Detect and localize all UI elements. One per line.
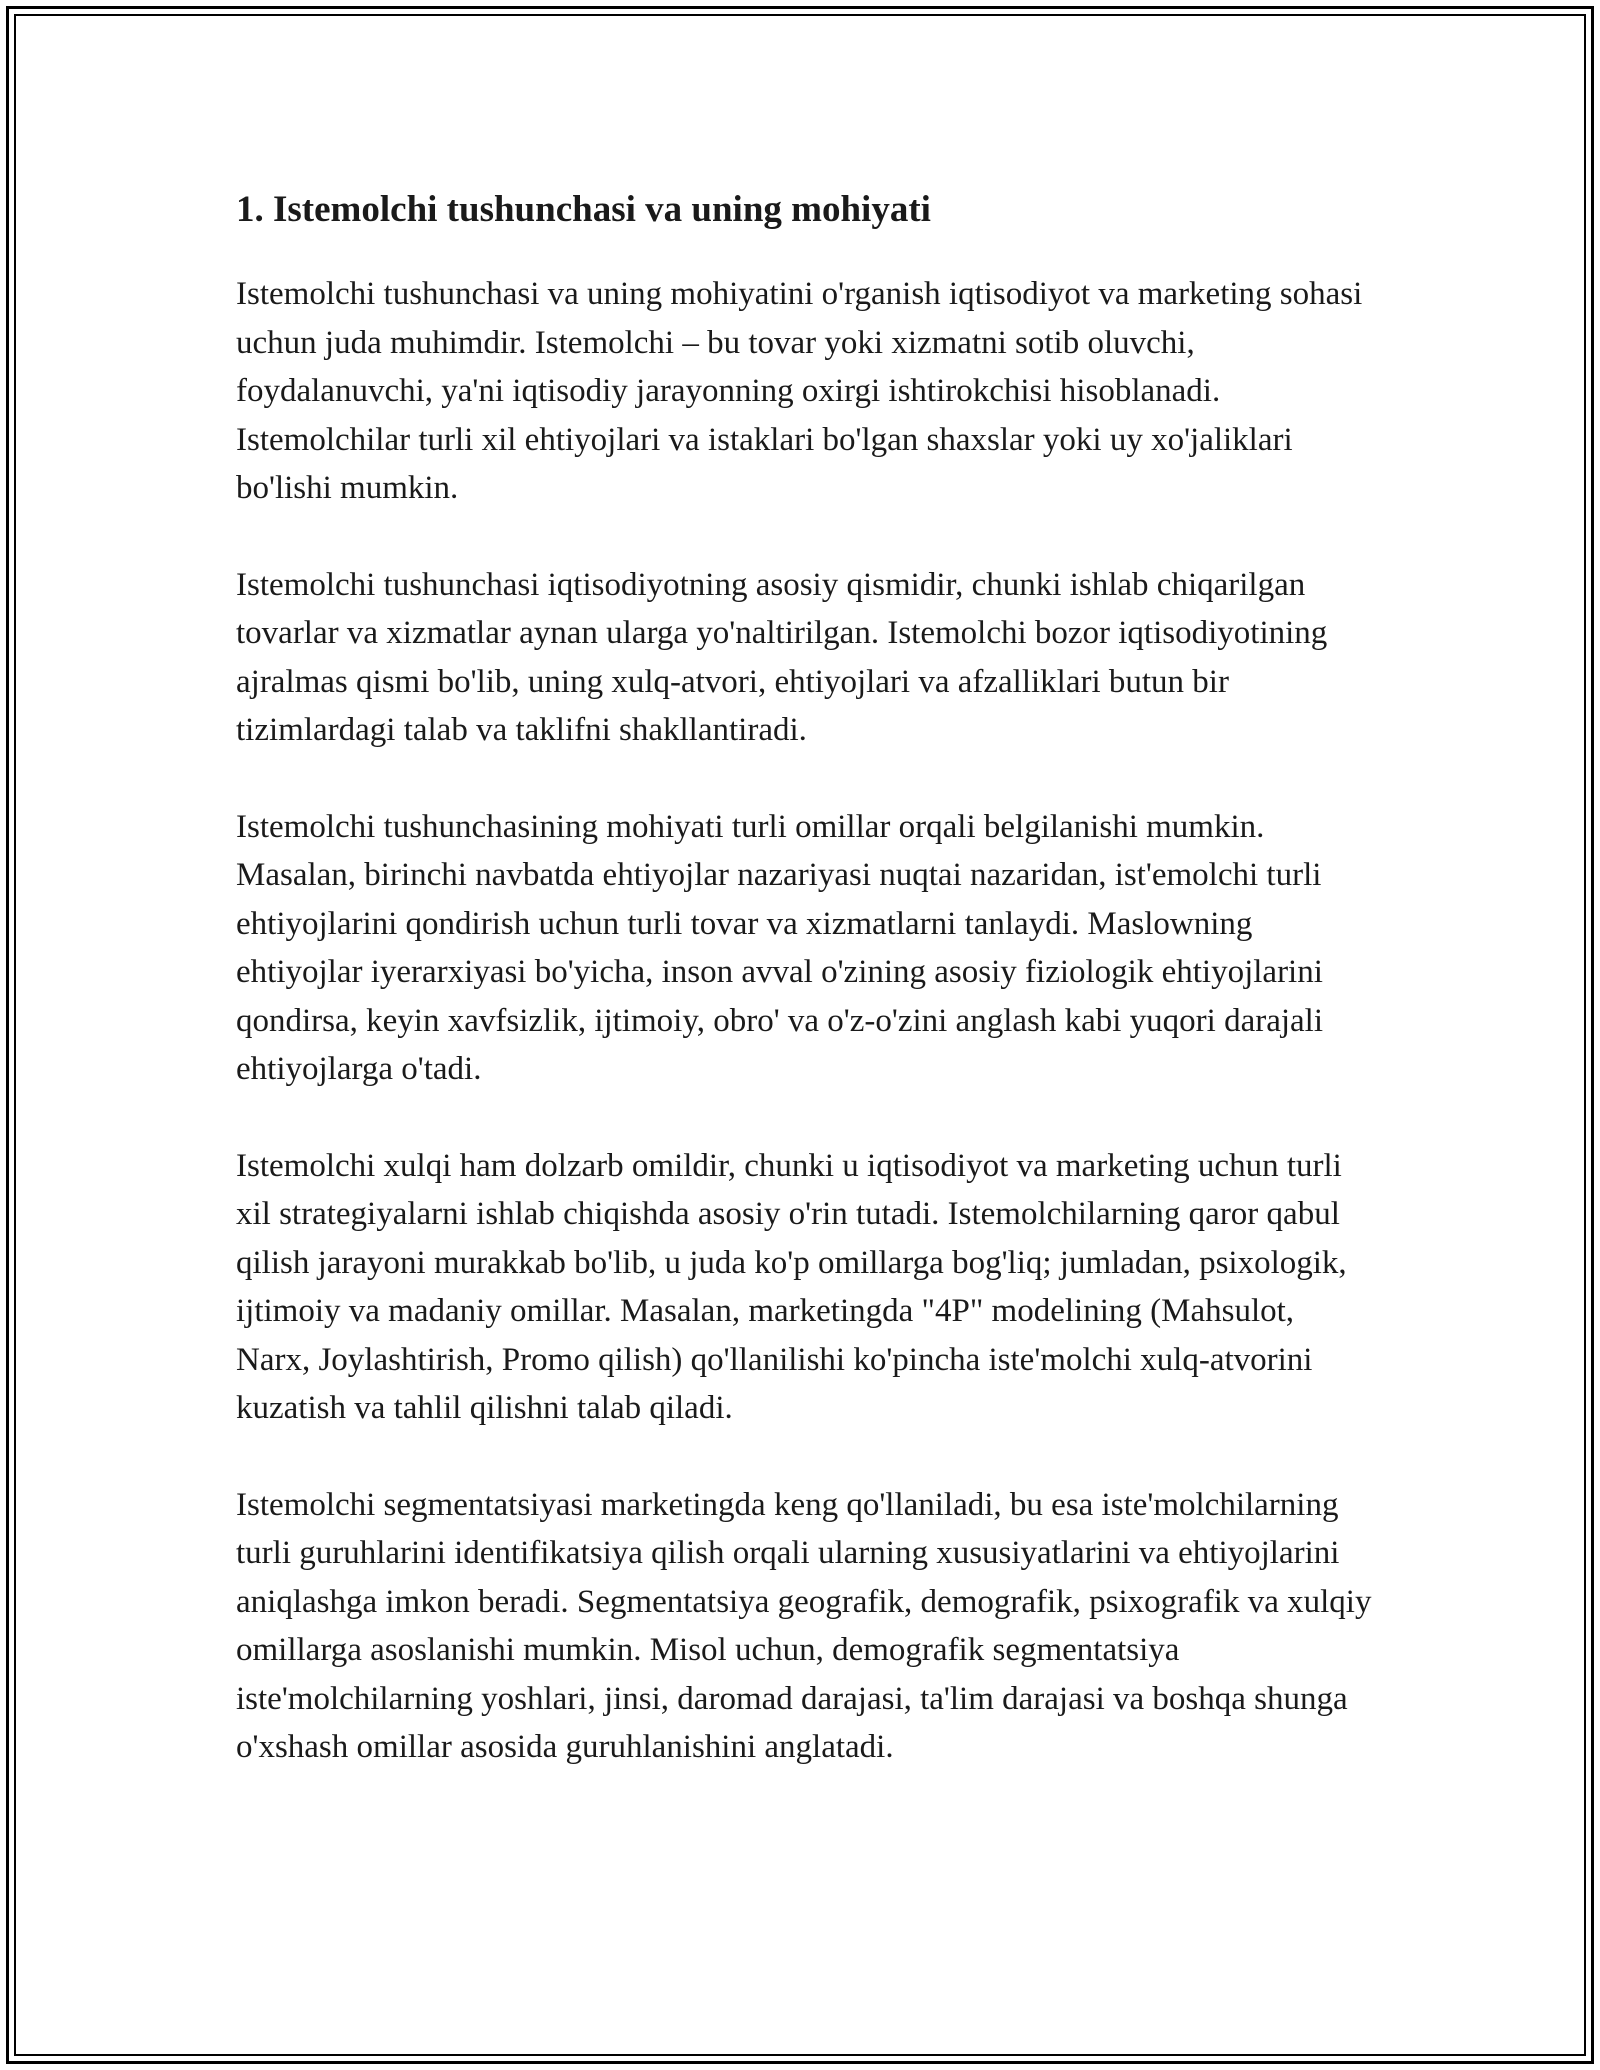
section-heading: 1. Istemolchi tushunchasi va uning mohiyati — [236, 189, 931, 230]
paragraph-3: Istemolchi tushunchasining mohiyati turli omillar orqali belgilanishi mumkin. Masalan, birinchi navbatda ehtiyojlar nazariyasi nuqtai nazaridan, ist'emolchi turli ehtiyojlarini qondirish uchun turli tovar va xizmatlarni tanlaydi. Maslowning ehtiyojlar iyerarxiyasi bo'yicha, inson avval o'zining asosiy fiziologik ehtiyojlarini qondirsa, keyin xavfsizlik, ijtimoiy, obro' va o'z-o'zini anglash kabi yuqori darajali ehtiyojlarga o'tadi. — [236, 808, 1324, 1087]
paragraph-4: Istemolchi xulqi ham dolzarb omildir, chunki u iqtisodiyot va marketing uchun turli xil strategiyalarni ishlab chiqishda asosiy o'rin tutadi. Istemolchilarning qaror qabul qilish jarayoni murakkab bo'lib, u juda ko'p omillarga bog'liq; jumladan, psixologik, ijtimoiy va madaniy omillar. Masalan, marketingda "4P" modelining (Mahsulot, Narx, Joylashtirish, Promo qilish) qo'llanilishi ko'pincha iste'molchi xulq-atvorini kuzatish va tahlil qilishni talab qiladi. — [236, 1147, 1347, 1426]
paragraph-1: Istemolchi tushunchasi va uning mohiyatini o'rganish iqtisodiyot va marketing sohasi uchun juda muhimdir. Istemolchi – bu tovar yoki xizmatni sotib oluvchi, foydalanuvchi, ya'ni iqtisodiy jarayonning oxirgi ishtirokchisi hisoblanadi. Istemolchilar turli xil ehtiyojlari va istaklari bo'lgan shaxslar yoki uy xo'jaliklari bo'lishi mumkin. — [236, 276, 1363, 506]
paragraph-5: Istemolchi segmentatsiyasi marketingda keng qo'llaniladi, bu esa iste'molchilarning turli guruhlarini identifikatsiya qilish orqali ularning xususiyatlarini va ehtiyojlarini aniqlashga imkon beradi. Segmentatsiya geografik, demografik, psixografik va xulqiy omillarga asoslanishi mumkin. Misol uchun, demografik segmentatsiya iste'molchilarning yoshlari, jinsi, daromad darajasi, ta'lim darajasi va boshqa shunga o'xshash omillar asosida guruhlanishini anglatadi. — [236, 1486, 1372, 1765]
document-body — [236, 186, 1376, 1820]
paragraph-2: Istemolchi tushunchasi iqtisodiyotning asosiy qismidir, chunki ishlab chiqarilgan tovarlar va xizmatlar aynan ularga yo'naltirilgan. Istemolchi bozor iqtisodiyotining ajralmas qismi bo'lib, uning xulq-atvori, ehtiyojlari va afzalliklari butun bir tizimlardagi talab va taklifni shakllantiradi. — [236, 566, 1328, 748]
